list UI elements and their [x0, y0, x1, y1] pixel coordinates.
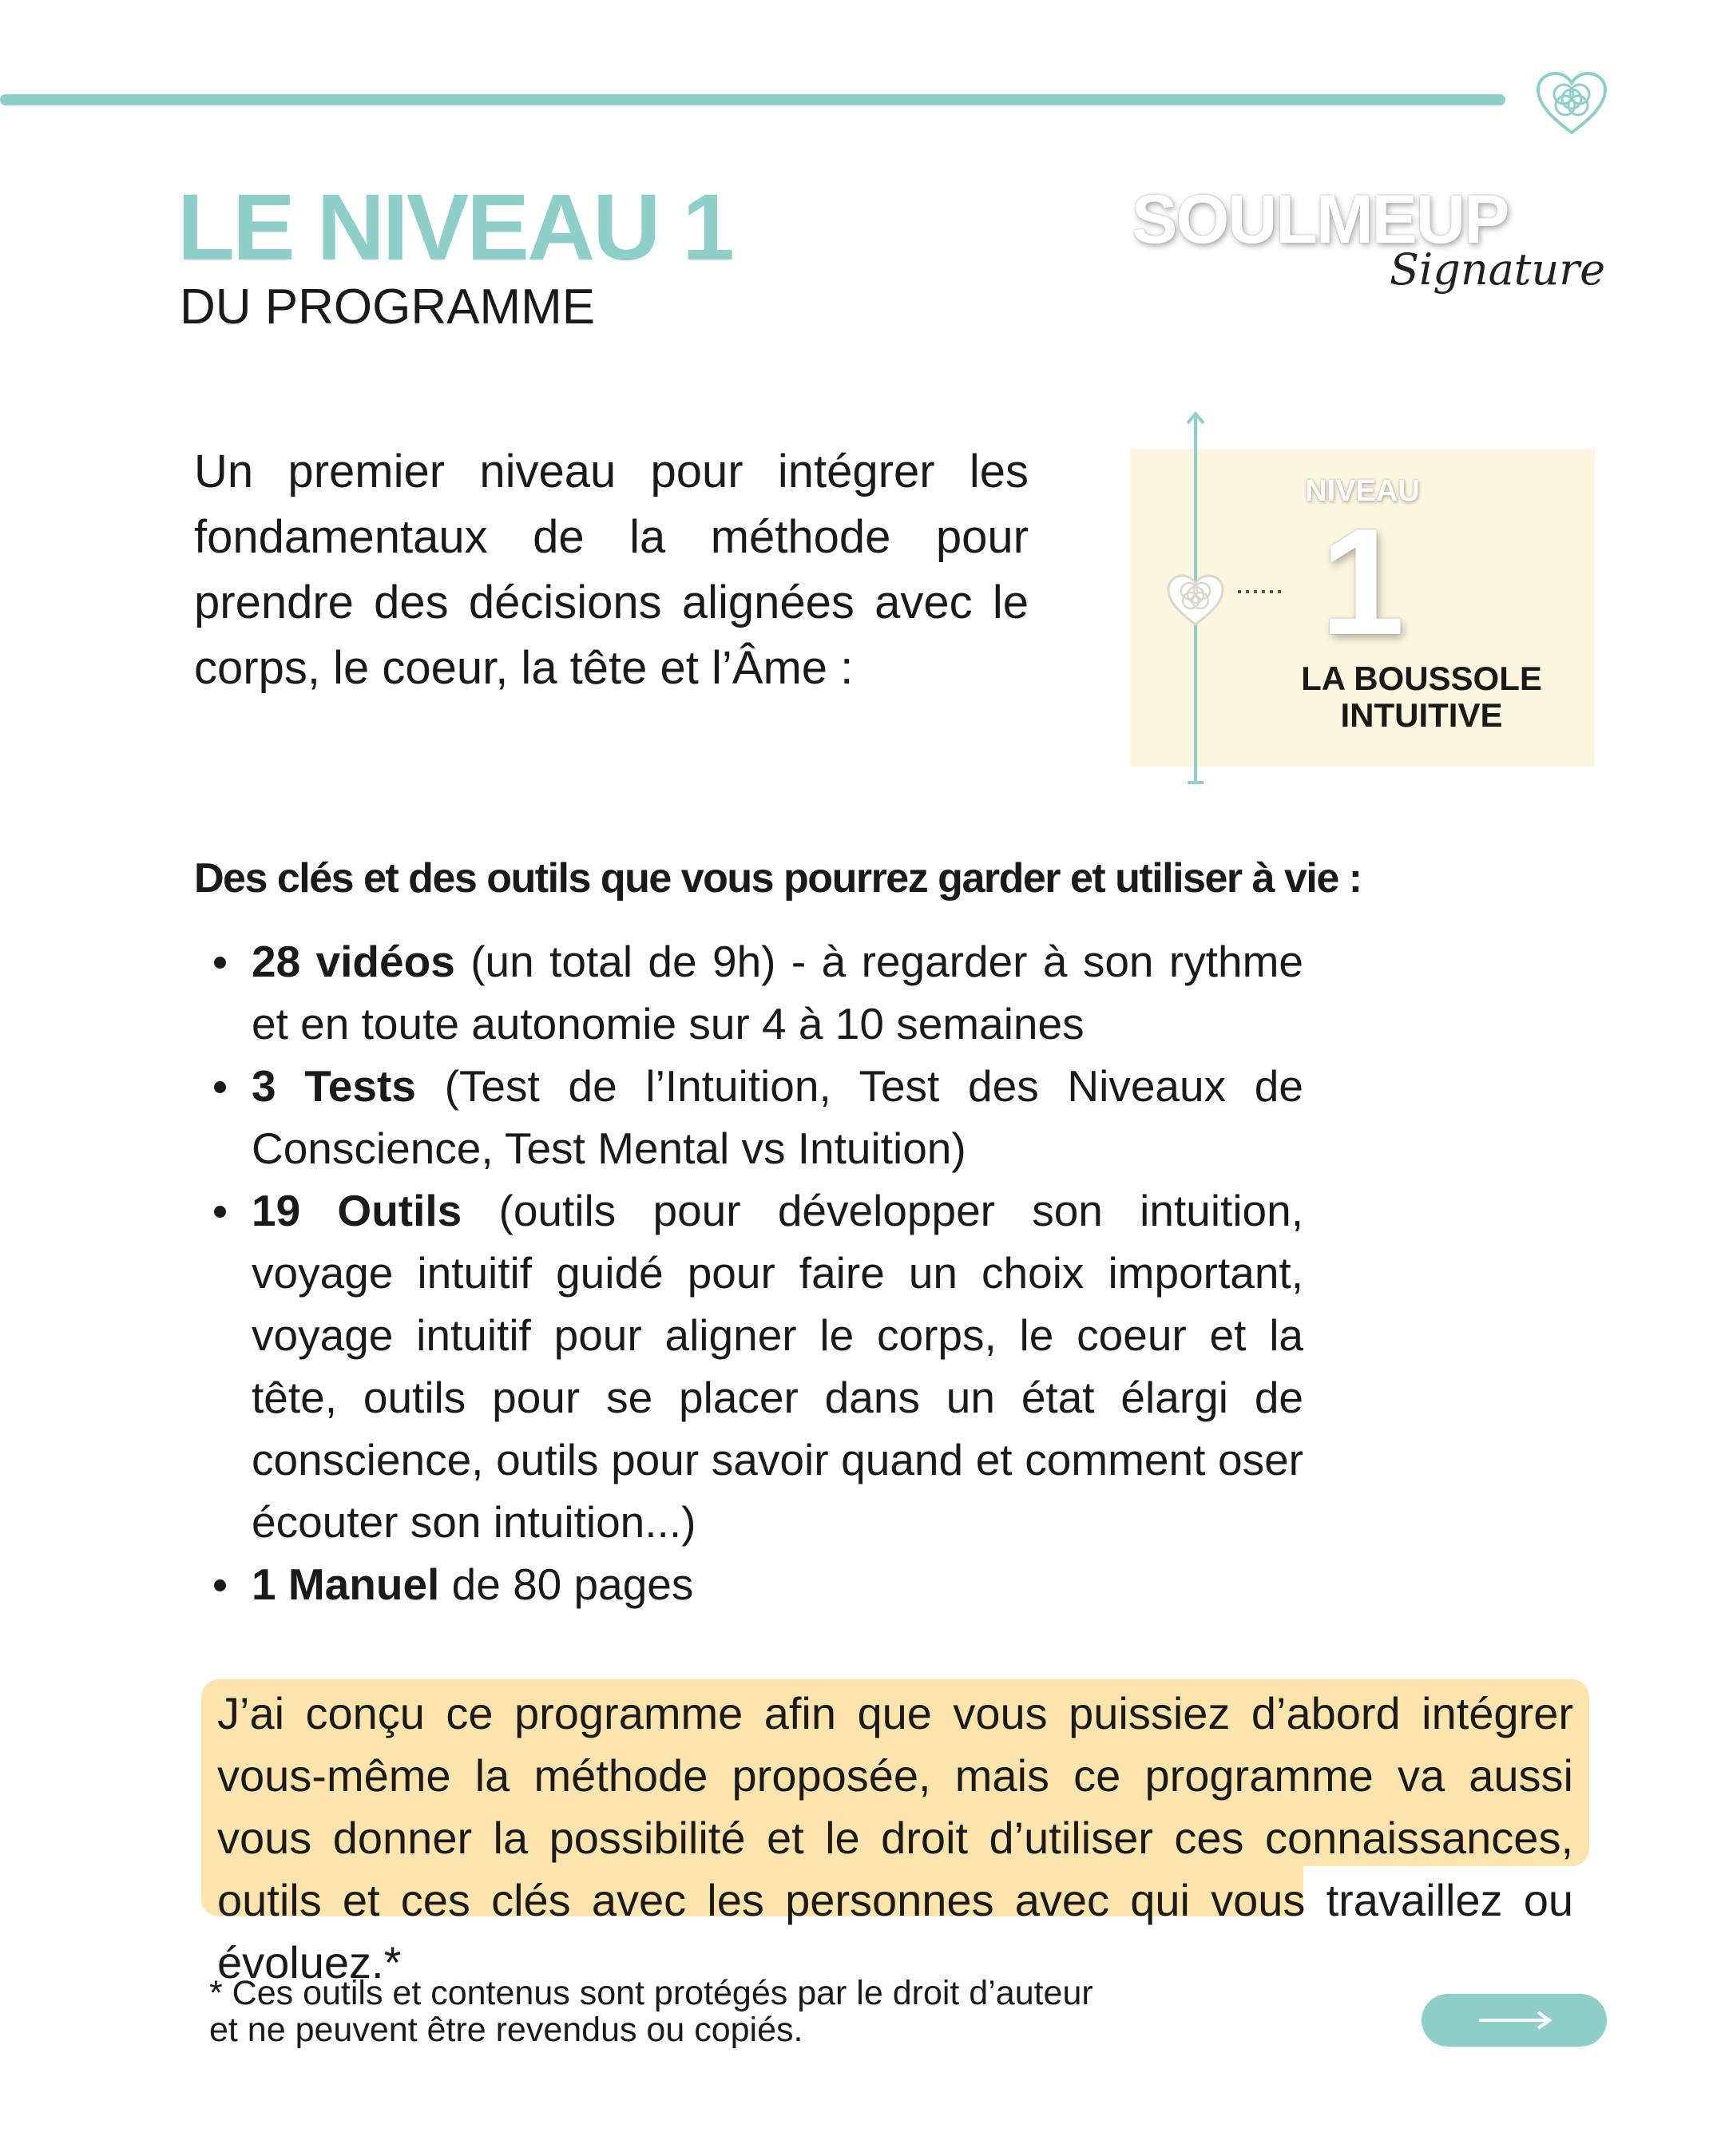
bullet-icon [214, 1206, 226, 1218]
tools-list [200, 930, 1303, 1615]
list-item-text: (Test de l’Intuition, Test des Niveaux de Conscience, Test Mental vs Intuition) [252, 1061, 1303, 1173]
footnote [209, 1975, 1247, 2048]
highlight-text: J’ai conçu ce programme afin que vous puissiez d’abord intégrer vous-même la méthode proposée, mais ce programme va aussi vous donner la possibilité et le droit d’utiliser ces connaissances, outils et ces clés avec les personnes avec qui vous travaillez ou évoluez.* [217, 1688, 1573, 1988]
list-item-strong: 28 vidéos [252, 937, 455, 986]
bullet-icon [214, 1081, 226, 1093]
level-name: LA BOUSSOLE INTUITIVE [1301, 660, 1542, 734]
arrow-right-icon [1477, 2010, 1552, 2031]
bullet-icon [214, 1579, 226, 1591]
list-item [200, 930, 1303, 1055]
heart-flower-icon [1533, 70, 1610, 137]
footnote-line: et ne peuvent être revendus ou copiés. [209, 2011, 803, 2049]
list-item [200, 1179, 1303, 1553]
next-page-button[interactable] [1422, 1994, 1607, 2047]
tools-heading: Des clés et des outils que vous pourrez garder et utiliser à vie : [194, 855, 1362, 902]
brand-tagline: Signature [1390, 244, 1606, 295]
brand-logo [1122, 180, 1606, 315]
list-item-strong: 3 Tests [252, 1061, 416, 1111]
list-item-text: (un total de 9h) - à regarder à son rythme et en toute autonomie sur 4 à 10 semaines [252, 937, 1303, 1048]
bullet-icon [214, 957, 226, 969]
level-label: NIVEAU [1305, 474, 1420, 508]
brand-name: SOULMEUP [1132, 181, 1509, 258]
list-item [200, 1553, 1303, 1615]
level-timeline [1162, 407, 1234, 791]
page-subtitle: DU PROGRAMME [180, 279, 596, 335]
top-rule [0, 94, 1505, 105]
highlight-note [201, 1679, 1589, 1988]
list-item-strong: 1 Manuel [252, 1560, 440, 1609]
list-item-text: de 80 pages [439, 1560, 694, 1609]
dotted-connector [1236, 589, 1286, 594]
footnote-line: * Ces outils et contenus sont protégés par le droit d’auteur [209, 1974, 1093, 2012]
list-item-strong: 19 Outils [252, 1186, 462, 1235]
list-item-text: (outils pour développer son intuition, voyage intuitif guidé pour faire un choix important, voyage intuitif pour aligner le corps, le coeur et la tête, outils pour se placer dans un état élargi de conscience, outils pour savoir quand et comment oser écouter son intuition...) [252, 1186, 1303, 1547]
page-title: LE NIVEAU 1 [177, 175, 732, 280]
intro-paragraph: Un premier niveau pour intégrer les fondamentaux de la méthode pour prendre des décisions alignées avec le corps, le coeur, la tête et l’Âme : [194, 446, 1029, 694]
level-number: 1 [1320, 497, 1405, 667]
heart-flower-icon [1168, 576, 1223, 624]
list-item [200, 1055, 1303, 1179]
